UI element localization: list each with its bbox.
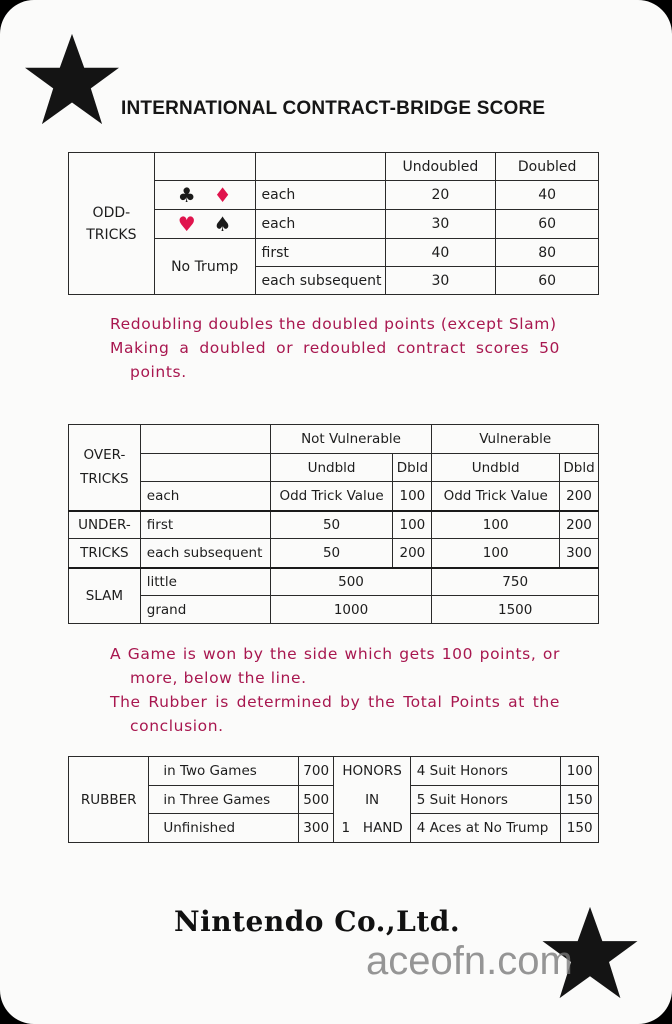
brand-logo: Nintendo Co.,Ltd. bbox=[174, 905, 461, 938]
row-label: in Three Games bbox=[149, 786, 299, 814]
spade-icon: ♠ bbox=[213, 212, 232, 236]
value-doubled: 80 bbox=[496, 239, 599, 267]
row-label: each subsequent bbox=[255, 267, 385, 295]
header-not-vulnerable: Not Vulnerable bbox=[270, 425, 432, 454]
header-undbld: Undbld bbox=[270, 454, 393, 482]
value-undoubled: 20 bbox=[385, 181, 496, 210]
value-undoubled: 40 bbox=[385, 239, 496, 267]
row-label: little bbox=[140, 568, 270, 596]
table-row bbox=[69, 596, 599, 624]
value-cell: 100 bbox=[393, 511, 432, 539]
value-cell: 150 bbox=[561, 786, 599, 814]
value-undoubled: 30 bbox=[385, 210, 496, 239]
row-label: first bbox=[140, 511, 270, 539]
row-label: each bbox=[255, 210, 385, 239]
value-cell: Odd Trick Value bbox=[432, 482, 560, 511]
row-label: first bbox=[255, 239, 385, 267]
row-label: Unfinished bbox=[149, 814, 299, 843]
value-cell: 1500 bbox=[432, 596, 599, 624]
value-doubled: 40 bbox=[496, 181, 599, 210]
value-cell: 200 bbox=[560, 511, 599, 539]
label-line: TRICKS bbox=[80, 471, 129, 488]
heart-icon: ♥ bbox=[177, 212, 196, 236]
header-doubled: Doubled bbox=[496, 153, 599, 181]
value-cell: 150 bbox=[561, 814, 599, 843]
rubber-label: RUBBER bbox=[69, 757, 149, 843]
value-undoubled: 30 bbox=[385, 267, 496, 295]
value-cell: 300 bbox=[298, 814, 334, 843]
over-tricks-label bbox=[69, 425, 141, 511]
empty-cell bbox=[140, 454, 270, 482]
empty-cell bbox=[140, 425, 270, 454]
value-cell: 100 bbox=[561, 757, 599, 786]
doubling-notes bbox=[110, 312, 560, 384]
value-cell: 50 bbox=[270, 511, 393, 539]
note-text: Redoubling doubles the doubled points (except Slam) bbox=[110, 315, 557, 333]
value-cell: 1000 bbox=[270, 596, 432, 624]
note-text: The Rubber is determined by the Total Points at the conclusion. bbox=[110, 693, 560, 735]
odd-tricks-table bbox=[68, 152, 599, 295]
note-text: A Game is won by the side which gets 100 points, or more, below the line. bbox=[110, 645, 560, 687]
under-tricks-label-1: UNDER- bbox=[69, 511, 141, 539]
table-row bbox=[69, 539, 599, 568]
value-cell: 300 bbox=[560, 539, 599, 568]
label-line: ODD- bbox=[92, 204, 131, 221]
row-label: 4 Suit Honors bbox=[410, 757, 561, 786]
note-text: Making a doubled or redoubled contract scores 50 points. bbox=[110, 339, 560, 381]
card-title: INTERNATIONAL CONTRACT-BRIDGE SCORE bbox=[121, 98, 546, 119]
rubber-honors-table bbox=[68, 756, 599, 843]
table-row bbox=[69, 786, 599, 814]
empty-cell bbox=[154, 153, 255, 181]
header-undoubled: Undoubled bbox=[385, 153, 496, 181]
table-row bbox=[69, 511, 599, 539]
empty-cell bbox=[255, 153, 385, 181]
value-cell: 200 bbox=[560, 482, 599, 511]
star-icon bbox=[24, 32, 120, 126]
label-line: OVER- bbox=[83, 447, 126, 464]
value-cell: Odd Trick Value bbox=[270, 482, 393, 511]
value-doubled: 60 bbox=[496, 267, 599, 295]
honors-label-3: 1 HAND bbox=[334, 814, 410, 843]
value-cell: 100 bbox=[393, 482, 432, 511]
game-notes bbox=[110, 642, 560, 738]
header-undbld: Undbld bbox=[432, 454, 560, 482]
value-cell: 100 bbox=[432, 511, 560, 539]
value-cell: 100 bbox=[432, 539, 560, 568]
row-label: grand bbox=[140, 596, 270, 624]
club-icon: ♣ bbox=[177, 183, 196, 207]
header-dbld: Dbld bbox=[560, 454, 599, 482]
table-row bbox=[69, 568, 599, 596]
value-cell: 700 bbox=[298, 757, 334, 786]
header-vulnerable: Vulnerable bbox=[432, 425, 599, 454]
tricks-table bbox=[68, 424, 599, 624]
row-label: 4 Aces at No Trump bbox=[410, 814, 561, 843]
value-cell: 500 bbox=[270, 568, 432, 596]
under-tricks-label-2: TRICKS bbox=[69, 539, 141, 568]
no-trump-label: No Trump bbox=[154, 239, 255, 295]
row-label: each bbox=[140, 482, 270, 511]
header-dbld: Dbld bbox=[393, 454, 432, 482]
label-line: TRICKS bbox=[86, 226, 137, 243]
value-cell: 750 bbox=[432, 568, 599, 596]
table-row bbox=[69, 814, 599, 843]
row-label: in Two Games bbox=[149, 757, 299, 786]
value-doubled: 60 bbox=[496, 210, 599, 239]
row-label: each bbox=[255, 181, 385, 210]
row-label: 5 Suit Honors bbox=[410, 786, 561, 814]
table-row bbox=[69, 757, 599, 786]
diamond-icon: ♦ bbox=[213, 183, 232, 207]
slam-label: SLAM bbox=[69, 568, 141, 624]
honors-label-2: IN bbox=[334, 786, 410, 814]
value-cell: 50 bbox=[270, 539, 393, 568]
table-row bbox=[69, 482, 599, 511]
watermark: aceofn.com bbox=[366, 939, 573, 983]
honors-label-1: HONORS bbox=[334, 757, 410, 786]
row-label: each subsequent bbox=[140, 539, 270, 568]
value-cell: 200 bbox=[393, 539, 432, 568]
major-suits bbox=[154, 210, 255, 239]
value-cell: 500 bbox=[298, 786, 334, 814]
odd-tricks-label bbox=[69, 153, 155, 295]
minor-suits bbox=[154, 181, 255, 210]
